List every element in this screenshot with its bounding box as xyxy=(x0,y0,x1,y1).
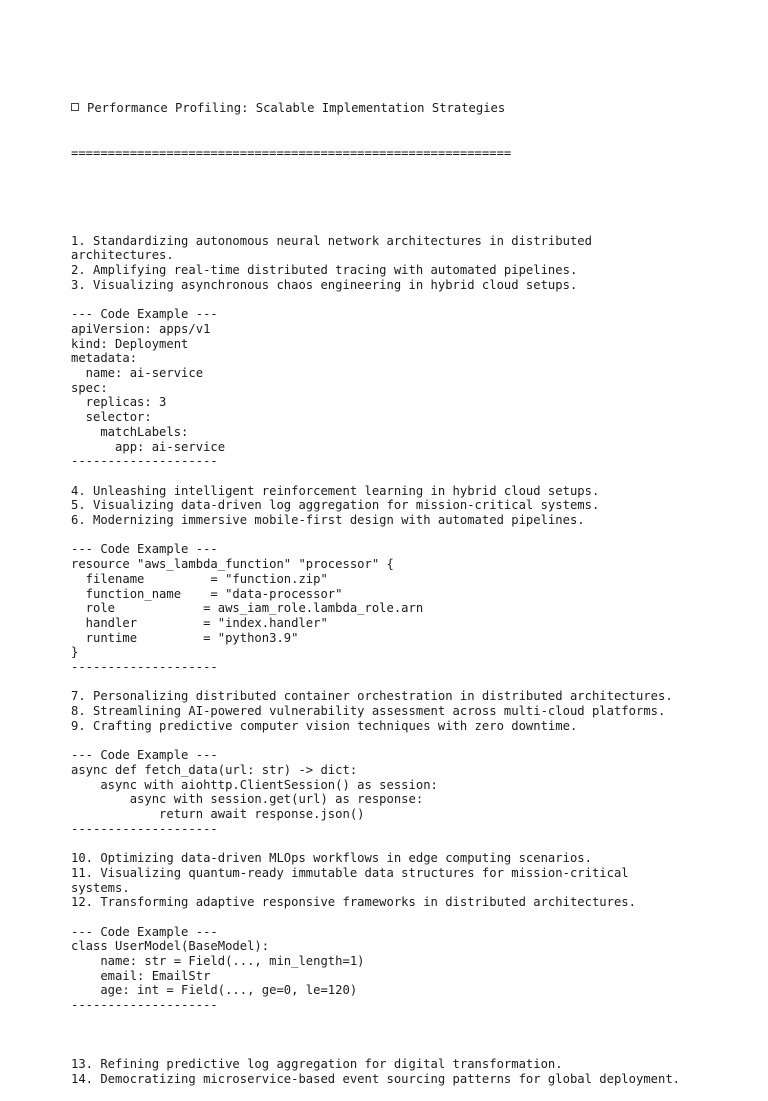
code-line: replicas: 3 xyxy=(71,395,167,410)
list-item: 4. Unleashing intelligent reinforcement learning in hybrid cloud setups. xyxy=(71,483,600,498)
code-example-header: --- Code Example --- xyxy=(71,542,218,557)
blank-line xyxy=(71,734,761,749)
list-item: 2. Amplifying real-time distributed tracing with automated pipelines. xyxy=(71,263,578,278)
tail-list xyxy=(71,1057,761,1086)
code-line: apiVersion: apps/v1 xyxy=(71,321,211,336)
code-line: name: ai-service xyxy=(71,366,204,381)
code-block xyxy=(71,763,761,822)
code-line: return await response.json() xyxy=(71,807,365,822)
list-item: 13. Refining predictive log aggregation for digital transformation. xyxy=(71,1056,563,1071)
section xyxy=(71,234,761,484)
sections xyxy=(71,234,761,1028)
list-item: 14. Democratizing microservice-based event sourcing patterns for global deployment. xyxy=(71,1071,681,1086)
code-line: age: int = Field(..., ge=0, le=120) xyxy=(71,983,358,998)
code-line: metadata: xyxy=(71,351,138,366)
code-example-header: --- Code Example --- xyxy=(71,924,218,939)
list-item: 7. Personalizing distributed container orchestration in distributed architectures. xyxy=(71,689,673,704)
title-underline: ============================================================ xyxy=(71,145,512,160)
blank-line xyxy=(71,675,761,690)
title-line xyxy=(71,101,761,116)
square-icon xyxy=(71,103,79,111)
code-line: function_name = "data-processor" xyxy=(71,586,343,601)
list-item: architectures. xyxy=(71,248,174,263)
list-item: 9. Crafting predictive computer vision techniques with zero downtime. xyxy=(71,718,578,733)
code-block xyxy=(71,322,761,454)
list-item: 10. Optimizing data-driven MLOps workflows in edge computing scenarios. xyxy=(71,851,592,866)
code-line: class UserModel(BaseModel): xyxy=(71,939,270,954)
code-example-header: --- Code Example --- xyxy=(71,748,218,763)
code-line: async def fetch_data(url: str) -> dict: xyxy=(71,762,358,777)
blank-line xyxy=(71,190,761,205)
code-block xyxy=(71,939,761,998)
code-line: async with session.get(url) as response: xyxy=(71,792,424,807)
code-line: app: ai-service xyxy=(71,439,226,454)
blank-line xyxy=(71,910,761,925)
code-example-header: --- Code Example --- xyxy=(71,307,218,322)
list-item: 1. Standardizing autonomous neural network architectures in distributed xyxy=(71,233,592,248)
document xyxy=(71,72,761,1101)
code-line: spec: xyxy=(71,380,108,395)
list-item: 5. Visualizing data-driven log aggregation for mission-critical systems. xyxy=(71,498,600,513)
list-item: 3. Visualizing asynchronous chaos engineering in hybrid cloud setups. xyxy=(71,277,578,292)
list-item: 12. Transforming adaptive responsive frameworks in distributed architectures. xyxy=(71,895,636,910)
code-line: } xyxy=(71,645,79,660)
code-line: runtime = "python3.9" xyxy=(71,630,299,645)
list-item: systems. xyxy=(71,880,130,895)
separator: -------------------- xyxy=(71,454,218,469)
code-line: selector: xyxy=(71,410,152,425)
code-line: matchLabels: xyxy=(71,424,189,439)
blank-line xyxy=(71,528,761,543)
code-line: async with aiohttp.ClientSession() as session: xyxy=(71,777,438,792)
list-item: 8. Streamlining AI-powered vulnerability assessment across multi-cloud platforms. xyxy=(71,704,666,719)
code-line: filename = "function.zip" xyxy=(71,571,328,586)
code-line: name: str = Field(..., min_length=1) xyxy=(71,954,365,969)
code-line: role = aws_iam_role.lambda_role.arn xyxy=(71,601,424,616)
blank-line xyxy=(71,469,761,484)
section xyxy=(71,689,761,851)
list-item: 6. Modernizing immersive mobile-first design with automated pipelines. xyxy=(71,513,585,528)
code-block xyxy=(71,557,761,660)
blank-line xyxy=(71,293,761,308)
section xyxy=(71,851,761,1027)
list-item: 11. Visualizing quantum-ready immutable data structures for mission-critical xyxy=(71,865,629,880)
separator: -------------------- xyxy=(71,998,218,1013)
separator: -------------------- xyxy=(71,821,218,836)
section xyxy=(71,484,761,690)
document-title: Performance Profiling: Scalable Implementation Strategies xyxy=(87,101,506,116)
code-line: resource "aws_lambda_function" "processor" { xyxy=(71,557,394,572)
separator: -------------------- xyxy=(71,660,218,675)
blank-line xyxy=(71,836,761,851)
code-line: handler = "index.handler" xyxy=(71,615,328,630)
code-line: kind: Deployment xyxy=(71,336,189,351)
code-line: email: EmailStr xyxy=(71,968,211,983)
blank-line xyxy=(71,1013,761,1028)
